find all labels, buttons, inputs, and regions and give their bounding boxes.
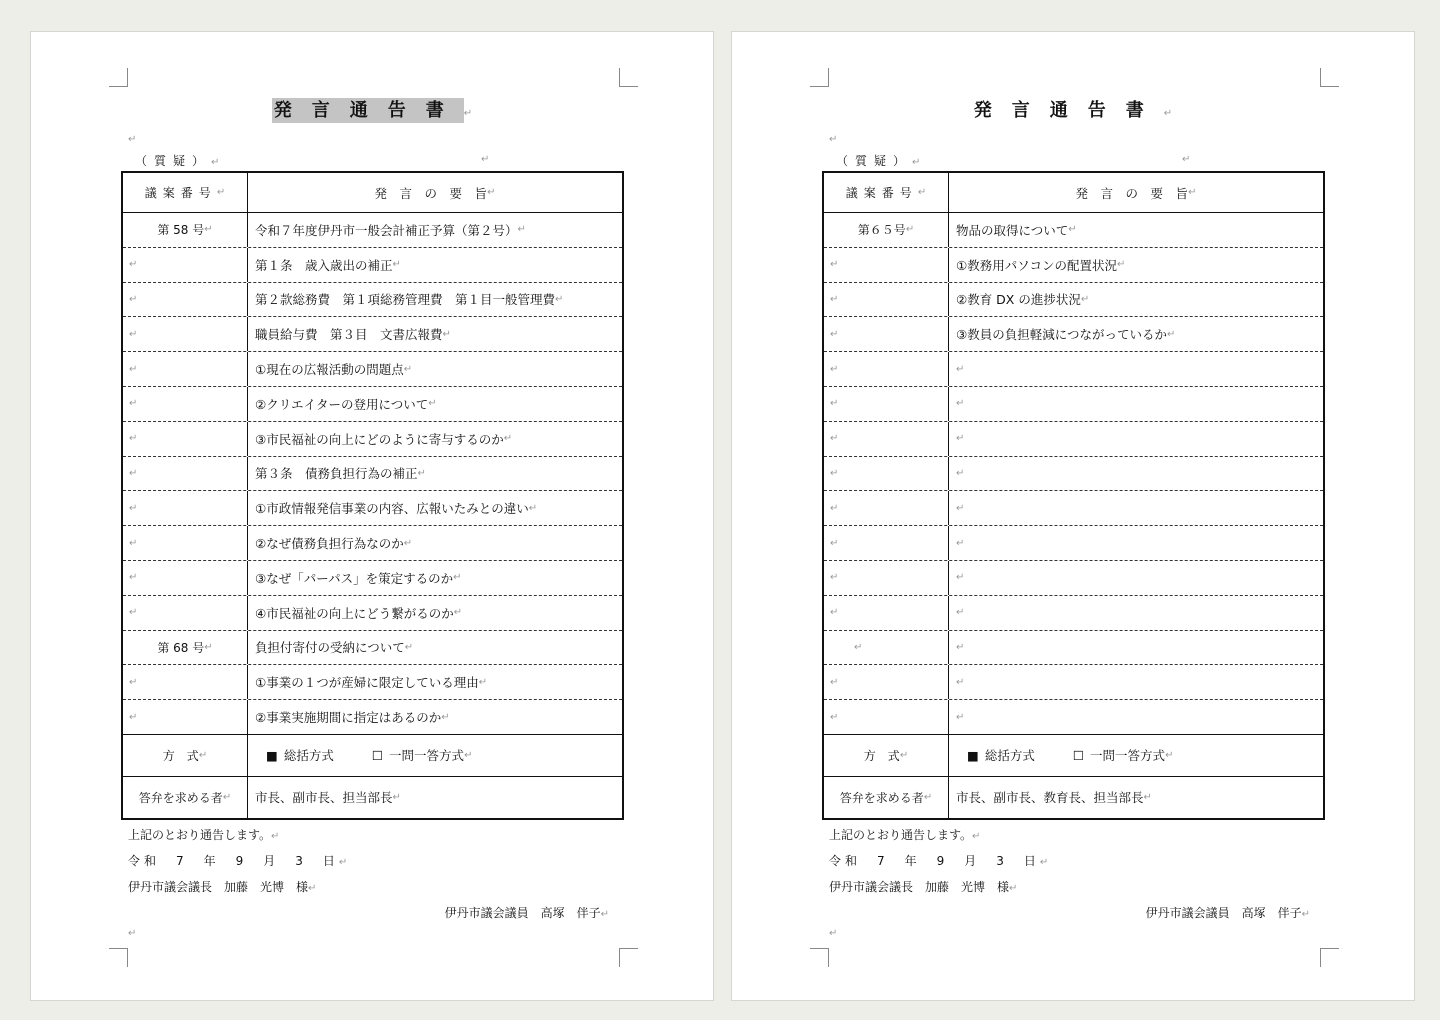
return-mark-icon: ↵ — [528, 502, 538, 514]
return-mark-icon: ↵ — [956, 467, 965, 479]
return-mark-icon: ↵ — [830, 293, 839, 305]
bill-number-cell — [824, 352, 949, 386]
bill-number-cell — [123, 665, 248, 699]
bill-number-cell — [123, 561, 248, 595]
answerer-value: 市長、副市長、担当部長 ↵ — [255, 790, 401, 806]
corner-mark-top-right — [619, 68, 638, 87]
return-mark-icon: ↵ — [481, 154, 490, 165]
return-mark-icon: ↵ — [830, 711, 839, 723]
return-mark-icon: ↵ — [956, 711, 965, 723]
empty-checkbox-icon[interactable]: ☐ — [371, 747, 384, 763]
return-mark-icon: ↵ — [129, 711, 138, 723]
summary-cell — [949, 491, 1323, 525]
return-mark-icon: ↵ — [899, 749, 909, 761]
return-mark-icon: ↵ — [442, 328, 451, 340]
table-row[interactable] — [123, 665, 622, 700]
return-mark-icon: ↵ — [129, 676, 138, 688]
return-mark-icon: ↵ — [956, 607, 965, 619]
return-mark-icon: ↵ — [830, 676, 839, 688]
bill-number-cell — [123, 491, 248, 525]
bill-number-cell — [824, 526, 949, 560]
filled-checkbox-icon[interactable]: ■ — [266, 747, 278, 763]
return-mark-icon: ↵ — [338, 857, 348, 868]
summary-cell: ①現在の広報活動の問題点 ↵ — [255, 362, 413, 378]
return-mark-icon: ↵ — [1301, 909, 1310, 920]
return-mark-icon: ↵ — [392, 791, 401, 803]
return-mark-icon: ↵ — [1163, 108, 1173, 119]
document-title[interactable] — [732, 96, 1414, 122]
notice-table — [822, 171, 1325, 820]
table-row[interactable] — [824, 561, 1323, 596]
summary-cell: 負担付寄付の受納について ↵ — [255, 640, 414, 656]
summary-cell — [949, 596, 1323, 630]
answerer-label: 答弁を求める者 ↵ — [123, 777, 248, 818]
summary-cell: 令和７年度伊丹市一般会計補正予算（第２号） ↵ — [255, 222, 526, 238]
method-row — [123, 735, 622, 777]
summary-cell: 第１条 歳入歳出の補正 ↵ — [255, 257, 401, 273]
return-mark-icon: ↵ — [478, 676, 488, 688]
bill-number-cell — [824, 387, 949, 421]
bill-number-cell — [123, 387, 248, 421]
method-row — [824, 735, 1323, 777]
table-row[interactable] — [824, 457, 1323, 492]
return-mark-icon: ↵ — [198, 749, 208, 761]
return-mark-icon: ↵ — [128, 134, 137, 145]
return-mark-icon: ↵ — [204, 641, 213, 653]
return-mark-icon: ↵ — [830, 502, 839, 514]
table-row[interactable] — [824, 283, 1323, 318]
bill-number-cell — [824, 700, 949, 734]
answerer-label: 答弁を求める者 ↵ — [824, 777, 949, 818]
summary-cell: ②クリエイターの登用について ↵ — [255, 396, 437, 412]
return-mark-icon: ↵ — [129, 502, 138, 514]
return-mark-icon: ↵ — [216, 187, 226, 198]
return-mark-icon: ↵ — [829, 134, 838, 145]
corner-mark-bottom-left — [109, 948, 128, 967]
summary-cell — [949, 387, 1323, 421]
return-mark-icon: ↵ — [830, 572, 839, 584]
return-mark-icon: ↵ — [403, 363, 413, 375]
table-row[interactable] — [824, 248, 1323, 283]
table-row[interactable] — [123, 248, 622, 283]
header-statement-summary: 発 言 の 要 旨 ↵ — [1075, 185, 1197, 201]
return-mark-icon: ↵ — [1166, 328, 1176, 340]
summary-cell: 職員給与費 第３目 文書広報費 ↵ — [255, 327, 451, 343]
summary-cell — [949, 352, 1323, 386]
summary-cell — [949, 700, 1323, 734]
return-mark-icon: ↵ — [830, 398, 839, 410]
header-bill-number: 議案番号 ↵ — [824, 173, 949, 212]
return-mark-icon: ↵ — [1188, 187, 1197, 198]
return-mark-icon: ↵ — [905, 224, 915, 236]
return-mark-icon: ↵ — [830, 433, 839, 445]
method-label: 方 式 ↵ — [824, 735, 949, 776]
table-row[interactable] — [123, 457, 622, 492]
table-row[interactable] — [123, 700, 622, 735]
return-mark-icon: ↵ — [1068, 224, 1077, 236]
return-mark-icon: ↵ — [129, 433, 138, 445]
corner-mark-bottom-right — [619, 948, 638, 967]
return-mark-icon: ↵ — [1143, 791, 1152, 803]
notice-date: 令和 7 年 9 月 3 日↵ — [829, 854, 1049, 868]
notice-addressee: 伊丹市議会議長 加藤 光博 様↵ — [829, 880, 1018, 894]
filled-checkbox-icon[interactable]: ■ — [967, 747, 979, 763]
bill-number-cell — [824, 422, 949, 456]
notice-statement: 上記のとおり通告します。↵ — [829, 828, 981, 842]
notice-signature: 伊丹市議会議員 高塚 伴子↵ — [1145, 906, 1310, 920]
corner-mark-bottom-right — [1320, 948, 1339, 967]
title-text[interactable]: 発言通告書 — [973, 100, 1164, 121]
table-row[interactable] — [824, 665, 1323, 700]
return-mark-icon: ↵ — [308, 883, 317, 894]
table-row[interactable] — [824, 352, 1323, 387]
return-mark-icon: ↵ — [129, 537, 138, 549]
return-mark-icon: ↵ — [854, 641, 863, 653]
method-option-qa: 一問一答方式 — [389, 748, 465, 764]
return-mark-icon: ↵ — [600, 909, 609, 920]
bill-number-cell — [123, 596, 248, 630]
return-mark-icon: ↵ — [956, 572, 965, 584]
bill-number-cell: 第 58 号 ↵ — [123, 213, 248, 247]
return-mark-icon: ↵ — [1009, 883, 1018, 894]
table-row[interactable] — [123, 561, 622, 596]
summary-cell: ③教員の負担軽減につながっているか ↵ — [956, 327, 1176, 343]
document-page-2 — [731, 31, 1415, 1001]
notice-signature: 伊丹市議会議員 高塚 伴子↵ — [444, 906, 609, 920]
return-mark-icon: ↵ — [956, 537, 965, 549]
return-mark-icon: ↵ — [128, 928, 137, 939]
return-mark-icon: ↵ — [129, 259, 138, 271]
table-row[interactable] — [123, 526, 622, 561]
summary-cell: ③市民福祉の向上にどのように寄与するのか ↵ — [255, 431, 513, 447]
return-mark-icon: ↵ — [204, 224, 213, 236]
bill-number-cell — [824, 491, 949, 525]
return-mark-icon: ↵ — [830, 259, 839, 271]
return-mark-icon: ↵ — [956, 398, 965, 410]
notice-statement: 上記のとおり通告します。↵ — [128, 828, 280, 842]
return-mark-icon: ↵ — [503, 433, 513, 445]
return-mark-icon: ↵ — [917, 187, 927, 198]
document-title[interactable] — [31, 96, 713, 122]
table-row[interactable] — [824, 422, 1323, 457]
bill-number-cell — [824, 283, 949, 317]
return-mark-icon: ↵ — [222, 791, 232, 803]
table-row[interactable] — [824, 631, 1323, 666]
bill-number-cell — [824, 457, 949, 491]
return-mark-icon: ↵ — [830, 607, 839, 619]
bill-number-cell — [824, 596, 949, 630]
return-mark-icon: ↵ — [464, 749, 473, 761]
bill-number-cell — [824, 248, 949, 282]
return-mark-icon: ↵ — [392, 259, 401, 271]
answerer-value: 市長、副市長、教育長、担当部長 ↵ — [956, 790, 1152, 806]
method-options — [949, 735, 1323, 776]
return-mark-icon: ↵ — [129, 607, 138, 619]
table-row[interactable] — [123, 352, 622, 387]
summary-cell — [949, 526, 1323, 560]
return-mark-icon: ↵ — [956, 641, 965, 653]
corner-mark-top-left — [109, 68, 128, 87]
bill-number-cell — [824, 317, 949, 351]
return-mark-icon: ↵ — [403, 537, 413, 549]
return-mark-icon: ↵ — [830, 363, 839, 375]
return-mark-icon: ↵ — [129, 572, 138, 584]
bill-number-cell — [123, 352, 248, 386]
return-mark-icon: ↵ — [956, 433, 965, 445]
empty-checkbox-icon[interactable]: ☐ — [1072, 747, 1085, 763]
return-mark-icon: ↵ — [956, 676, 965, 688]
return-mark-icon: ↵ — [829, 928, 838, 939]
table-row[interactable] — [824, 317, 1323, 352]
document-page-1 — [30, 31, 714, 1001]
notice-date: 令和 7 年 9 月 3 日↵ — [128, 854, 348, 868]
header-bill-number: 議案番号 ↵ — [123, 173, 248, 212]
summary-cell — [949, 457, 1323, 491]
notice-addressee: 伊丹市議会議長 加藤 光博 様↵ — [128, 880, 317, 894]
table-row[interactable] — [123, 317, 622, 352]
table-row[interactable] — [123, 213, 622, 248]
bill-number-cell — [123, 457, 248, 491]
table-row[interactable] — [123, 631, 622, 666]
summary-cell: 第３条 債務負担行為の補正 ↵ — [255, 466, 426, 482]
return-mark-icon: ↵ — [129, 467, 138, 479]
bill-number-cell — [123, 422, 248, 456]
return-mark-icon: ↵ — [271, 831, 280, 842]
table-row[interactable] — [123, 387, 622, 422]
answerer-row — [824, 777, 1323, 818]
summary-cell: ④市民福祉の向上にどう繋がるのか ↵ — [255, 605, 463, 621]
table-row[interactable] — [824, 213, 1323, 248]
return-mark-icon: ↵ — [956, 363, 965, 375]
return-mark-icon: ↵ — [1080, 293, 1090, 305]
summary-cell — [949, 561, 1323, 595]
summary-cell — [949, 422, 1323, 456]
corner-mark-bottom-left — [810, 948, 829, 967]
return-mark-icon: ↵ — [404, 641, 414, 653]
table-header-row — [123, 173, 622, 213]
bill-number-cell — [123, 700, 248, 734]
bill-number-cell — [824, 665, 949, 699]
table-row[interactable] — [824, 596, 1323, 631]
return-mark-icon: ↵ — [1182, 154, 1191, 165]
document-kind: （質疑）↵ — [836, 154, 921, 168]
return-mark-icon: ↵ — [923, 791, 933, 803]
bill-number-cell — [123, 283, 248, 317]
bill-number-cell — [824, 631, 949, 665]
return-mark-icon: ↵ — [129, 293, 138, 305]
return-mark-icon: ↵ — [1165, 749, 1174, 761]
table-row[interactable] — [123, 283, 622, 318]
return-mark-icon: ↵ — [830, 467, 839, 479]
table-row[interactable] — [824, 700, 1323, 735]
table-row[interactable] — [123, 422, 622, 457]
return-mark-icon: ↵ — [453, 572, 462, 584]
return-mark-icon: ↵ — [428, 398, 437, 410]
header-statement-summary: 発 言 の 要 旨 ↵ — [374, 185, 496, 201]
return-mark-icon: ↵ — [830, 328, 839, 340]
return-mark-icon: ↵ — [487, 187, 496, 198]
corner-mark-top-left — [810, 68, 829, 87]
return-mark-icon: ↵ — [555, 293, 564, 305]
notice-table — [121, 171, 624, 820]
table-row[interactable] — [123, 596, 622, 631]
method-option-summary: 総括方式 — [984, 748, 1035, 764]
table-row[interactable] — [824, 526, 1323, 561]
bill-number-cell — [123, 526, 248, 560]
summary-cell: ②事業実施期間に指定はあるのか ↵ — [255, 710, 450, 726]
table-header-row — [824, 173, 1323, 213]
summary-cell: ②なぜ債務負担行為なのか ↵ — [255, 536, 413, 552]
summary-cell — [949, 665, 1323, 699]
method-label: 方 式 ↵ — [123, 735, 248, 776]
summary-cell: ①市政情報発信事業の内容、広報いたみとの違い ↵ — [255, 501, 538, 517]
summary-cell: ①教務用パソコンの配置状況 ↵ — [956, 257, 1126, 273]
method-option-qa: 一問一答方式 — [1090, 748, 1166, 764]
bill-number-cell: 第６５号 ↵ — [824, 213, 949, 247]
return-mark-icon: ↵ — [441, 711, 450, 723]
return-mark-icon: ↵ — [972, 831, 981, 842]
summary-cell: ③なぜ「パーパス」を策定するのか ↵ — [255, 570, 462, 586]
summary-cell: 物品の取得について ↵ — [956, 222, 1077, 238]
return-mark-icon: ↵ — [1039, 857, 1049, 868]
bill-number-cell — [824, 561, 949, 595]
return-mark-icon: ↵ — [129, 328, 138, 340]
corner-mark-top-right — [1320, 68, 1339, 87]
return-mark-icon: ↵ — [463, 108, 473, 119]
table-row[interactable] — [824, 491, 1323, 526]
table-row[interactable] — [123, 491, 622, 526]
method-options — [248, 735, 622, 776]
return-mark-icon: ↵ — [830, 537, 839, 549]
return-mark-icon: ↵ — [956, 502, 965, 514]
method-option-summary: 総括方式 — [283, 748, 334, 764]
bill-number-cell: 第 68 号 ↵ — [123, 631, 248, 665]
return-mark-icon: ↵ — [211, 157, 220, 168]
title-text-selected[interactable]: 発言通告書 — [273, 100, 464, 121]
bill-number-cell — [123, 317, 248, 351]
return-mark-icon: ↵ — [129, 363, 138, 375]
return-mark-icon: ↵ — [453, 607, 463, 619]
summary-cell: ②教育 DX の進捗状況 ↵ — [956, 292, 1090, 308]
summary-cell: ①事業の１つが産婦に限定している理由 ↵ — [255, 675, 488, 691]
return-mark-icon: ↵ — [1116, 259, 1126, 271]
summary-cell: 第２款総務費 第１項総務管理費 第１目一般管理費 ↵ — [255, 292, 564, 308]
table-row[interactable] — [824, 387, 1323, 422]
document-kind: （質疑）↵ — [135, 154, 220, 168]
return-mark-icon: ↵ — [912, 157, 921, 168]
answerer-row — [123, 777, 622, 818]
return-mark-icon: ↵ — [517, 224, 526, 236]
return-mark-icon: ↵ — [129, 398, 138, 410]
return-mark-icon: ↵ — [417, 467, 426, 479]
summary-cell — [949, 631, 1323, 665]
bill-number-cell — [123, 248, 248, 282]
